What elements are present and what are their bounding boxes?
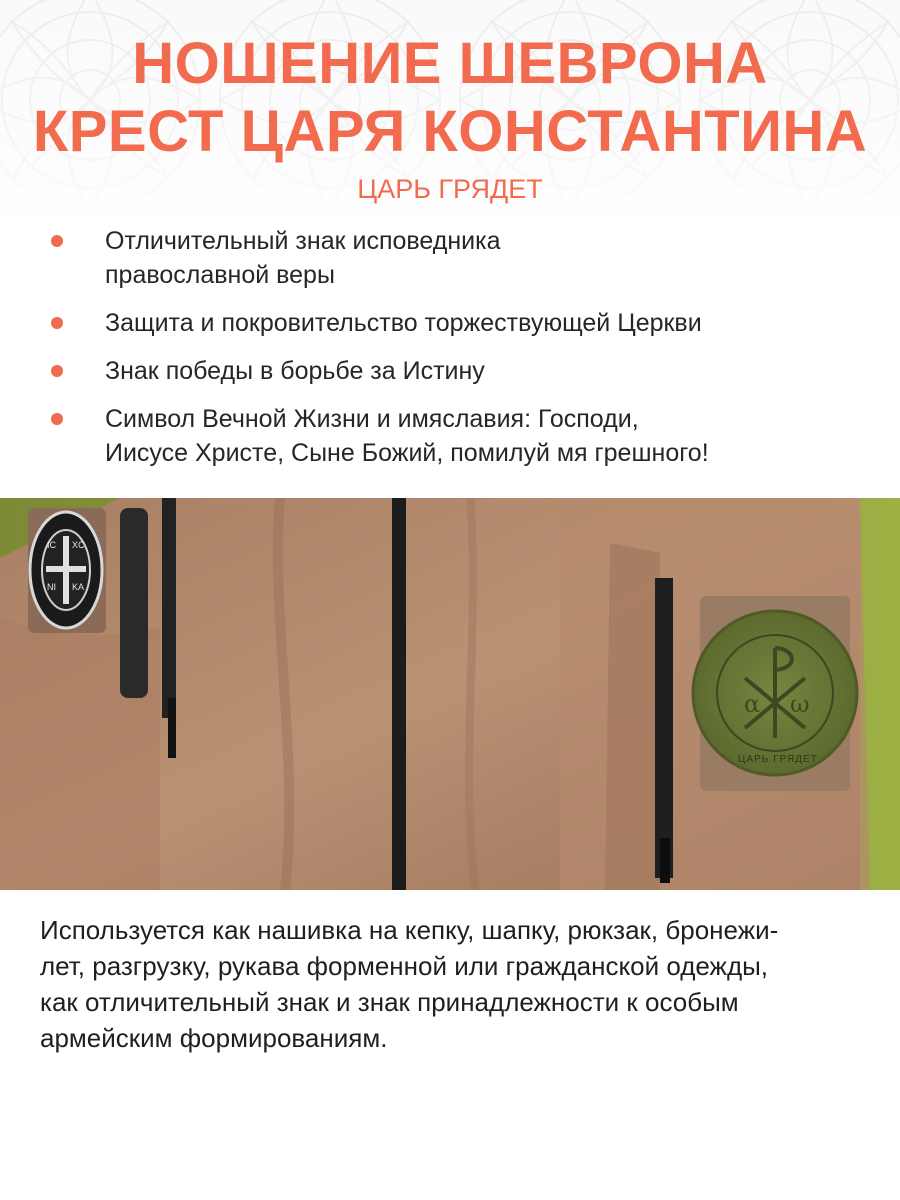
left-patch — [28, 508, 106, 633]
description-line: как отличительный знак и знак принадлежности к особым — [40, 987, 739, 1017]
patch-caption: ЦАРЬ ГРЯДЕТ — [738, 754, 818, 765]
feature-text: Отличительный знак исповедника — [105, 227, 501, 255]
description-line: Используется как нашивка на кепку, шапку, рюкзак, бронежи- — [40, 915, 779, 945]
feature-list — [0, 224, 900, 484]
monogram-ka: KA — [72, 582, 85, 592]
jacket-photo-illustration — [0, 498, 900, 890]
omega-glyph: ω — [790, 690, 810, 718]
jacket-photo — [0, 498, 900, 890]
bullet-dot-icon — [51, 235, 63, 247]
monogram-xc: XC — [72, 540, 85, 550]
feature-item — [0, 402, 900, 470]
title-line-2: КРЕСТ ЦАРЯ КОНСТАНТИНА — [32, 99, 868, 164]
bullet-dot-icon — [51, 317, 63, 329]
feature-item — [0, 354, 900, 388]
bullet-dot-icon — [51, 413, 63, 425]
monogram-ni: NI — [47, 582, 56, 592]
title-line-1: НОШЕНИЕ ШЕВРОНА — [132, 31, 768, 96]
feature-item — [0, 306, 900, 340]
feature-text: православной веры — [105, 261, 335, 289]
alpha-glyph: α — [744, 690, 761, 718]
feature-item — [0, 224, 900, 292]
feature-text: Защита и покровительство торжествующей Церкви — [105, 309, 702, 337]
feature-text: Символ Вечной Жизни и имяславия: Господи, — [105, 405, 639, 433]
bullet-dot-icon — [51, 365, 63, 377]
description-line: лет, разгрузку, рукава форменной или гражданской одежды, — [40, 951, 769, 981]
usage-description — [40, 912, 870, 1056]
page-subtitle: ЦАРЬ ГРЯДЕТ — [357, 174, 543, 204]
monogram-ic: IC — [47, 540, 56, 550]
page-title — [0, 30, 900, 166]
feature-text: Иисусе Христе, Сыне Божий, помилуй мя грешного! — [105, 439, 709, 467]
feature-text: Знак победы в борьбе за Истину — [105, 357, 485, 385]
description-line: армейским формированиям. — [40, 1023, 388, 1053]
